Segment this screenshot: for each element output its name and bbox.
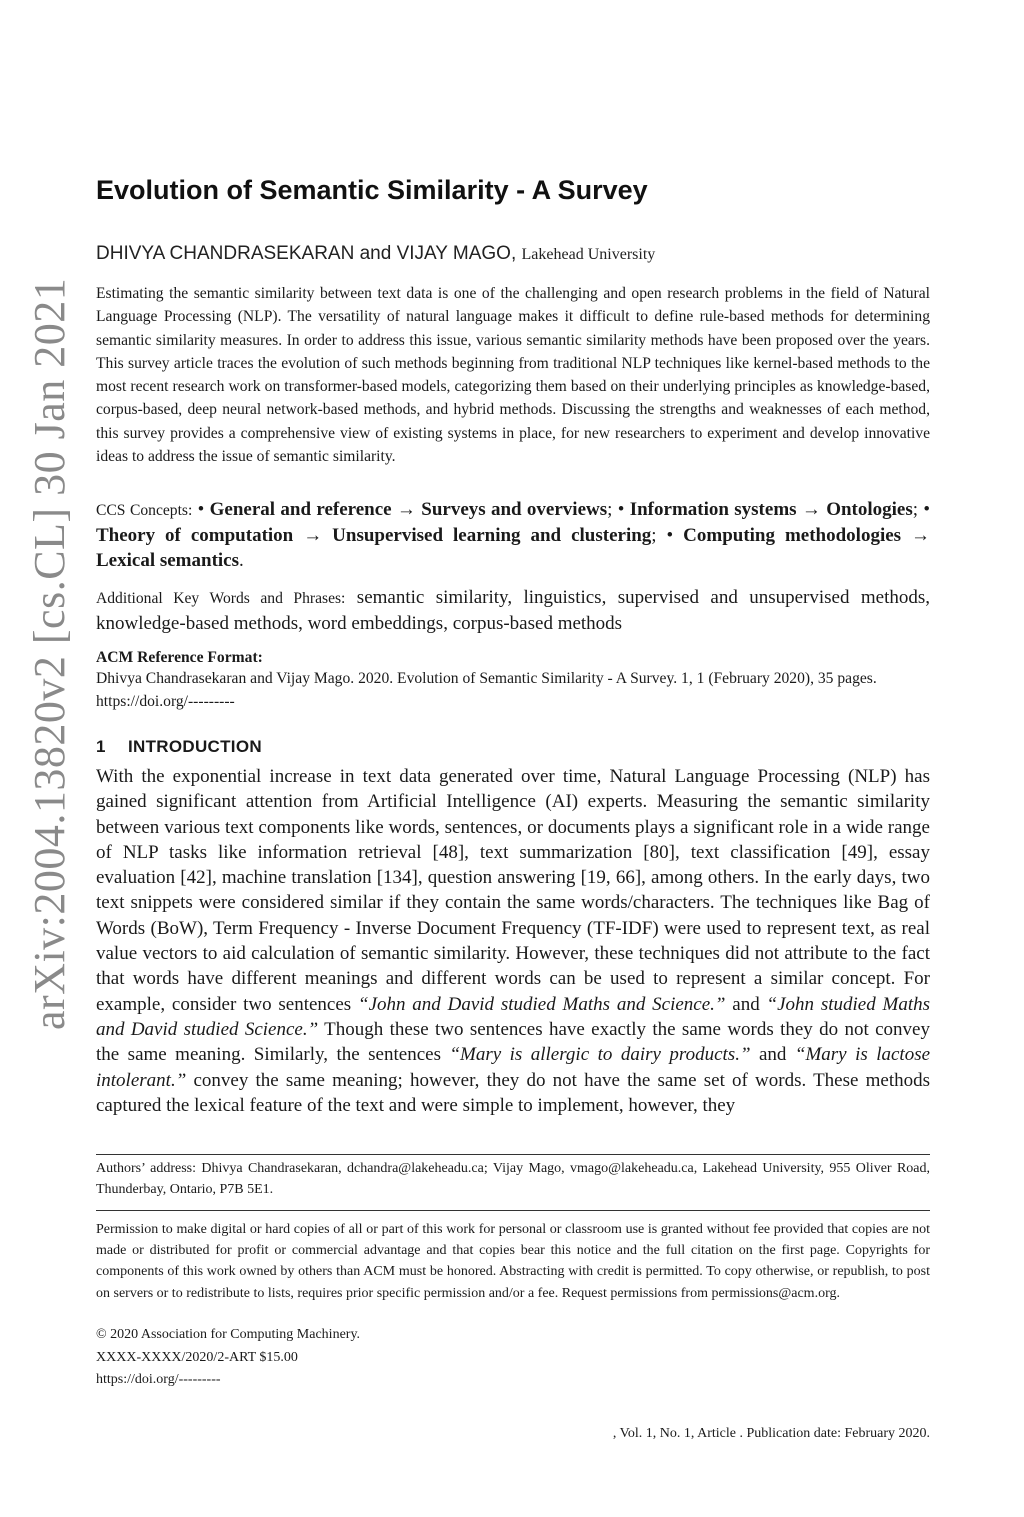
intro-paragraph	[96, 764, 930, 1118]
example-sentence-1: “John and David studied Maths and Science.”	[358, 993, 726, 1015]
example-sentence-4: “Mary is lactose intolerant.”	[96, 1044, 931, 1091]
ccs-general-4: Computing methodologies	[683, 525, 902, 546]
intro-and-1: and	[732, 993, 760, 1015]
author-affiliation: Lakehead University	[521, 246, 656, 263]
acm-reference-text: Dhivya Chandrasekaran and Vijay Mago. 2020. Evolution of Semantic Similarity - A Survey. 1, 1 (February 2020), 35 pages. https://doi.org/---------	[96, 670, 877, 710]
ccs-general-1: General and reference	[209, 499, 392, 520]
ccs-specific-3: Unsupervised learning and clustering	[332, 525, 652, 546]
intro-text-2: Though these two sentences have exactly the same words they do not convey the same meaning. Similarly, the sentences	[96, 1018, 930, 1066]
ccs-label: CCS Concepts:	[96, 502, 193, 519]
ccs-general-2: Information systems	[629, 499, 797, 520]
doi-link[interactable]: https://doi.org/---------	[96, 1372, 221, 1387]
keywords-text: semantic similarity, linguistics, supervised and unsupervised methods, knowledge-based methods, word embeddings, corpus-based methods	[96, 587, 931, 634]
permission-notice: Permission to make digital or hard copies of all or part of this work for personal or classroom use is granted without fee provided that copies are not made or distributed for profit or commercial advantage and that copies bear this notice and the full citation on the first page. Copyrights for components of this work owned by others than ACM must be honored. Abstracting with credit is permitted. To copy otherwise, or republish, to post on servers or to redistribute to lists, requires prior specific permission and/or a fee. Request permissions from permissions@acm.org.	[96, 1222, 930, 1301]
ccs-specific-1: Surveys and overviews	[421, 499, 608, 520]
ccs-specific-4: Lexical semantics	[96, 550, 240, 571]
example-sentence-3: “Mary is allergic to dairy products.”	[449, 1044, 751, 1066]
authors-address: Authors’ address: Dhivya Chandrasekaran, dchandra@lakeheadu.ca; Vijay Mago, vmago@lakeheadu.ca, Lakehead University, 955 Oliver Road, Thunderbay, Ontario, P7B 5E1.	[96, 1161, 930, 1197]
keywords-label: Additional Key Words and Phrases:	[96, 590, 346, 607]
arxiv-stamp: arXiv:2004.13820v2 [cs.CL] 30 Jan 2021	[25, 277, 74, 1030]
section-heading	[96, 735, 930, 759]
author-line	[96, 240, 930, 269]
intro-text-1: With the exponential increase in text data generated over time, Natural Language Processing (NLP) has gained significant attention from Artificial Intelligence (AI) experts. Measuring the semantic similarity between various text components like words, sentences, or documents plays a significant role in a wide range of NLP tasks like information retrieval [48], text summarization [80], text classification [49], essay evaluation [42], machine translation [134], question answering [19, 66], among others. In the early days, two text snippets were considered similar if they contain the same words/characters. The techniques like Bag of Words (BoW), Term Frequency - Inverse Document Frequency (TF-IDF) were used to represent text, as real value vectors to aid calculation of semantic similarity. However, these techniques did not attribute to the fact that words have different meanings and different words can be used to represent a similar concept. For example, consider two sentences	[96, 766, 930, 1015]
issn-line: XXXX-XXXX/2020/2-ART $15.00	[96, 1350, 298, 1365]
permission-rule	[96, 1210, 930, 1211]
copyright-line: © 2020 Association for Computing Machinery.	[96, 1327, 361, 1342]
ccs-concepts: CCS Concepts: • General and reference → Surveys and overviews; • Information systems → Ontologies; • Theory of computation → Unsupervised learning and clustering; • Computing methodologies → Lexical semantics.	[96, 499, 931, 571]
example-sentence-2: “John studied Maths and David studied Science.”	[96, 993, 931, 1040]
ccs-specific-2: Ontologies	[826, 499, 913, 520]
footnote-rule	[96, 1154, 930, 1155]
intro-and-2: and	[758, 1044, 787, 1066]
abstract: Estimating the semantic similarity between text data is one of the challenging and open research problems in the field of Natural Language Processing (NLP). The versatility of natural language makes it difficult to define rule-based methods for determining semantic similarity measures. In order to address this issue, various semantic similarity methods have been proposed over the years. This survey article traces the evolution of such methods beginning from traditional NLP techniques like kernel-based methods to the most recent research work on transformer-based models, categorizing them based on their underlying principles as knowledge-based, corpus-based, deep neural network-based methods, and hybrid methods. Discussing the strengths and weaknesses of each method, this survey provides a comprehensive view of existing systems in place, for new researchers to experiment and develop innovative ideas to address the issue of semantic similarity.	[96, 285, 930, 466]
publication-footer: , Vol. 1, No. 1, Article . Publication date: February 2020.	[612, 1426, 930, 1441]
intro-text-3: convey the same meaning; however, they do not have the same set of words. These methods captured the lexical feature of the text and were simple to implement, however, they	[96, 1069, 930, 1116]
section-title: INTRODUCTION	[128, 737, 262, 756]
section-number: 1	[96, 737, 106, 756]
paper-title: Evolution of Semantic Similarity - A Survey	[96, 175, 648, 205]
author-names: DHIVYA CHANDRASEKARAN and VIJAY MAGO,	[96, 243, 517, 264]
acm-reference-heading: ACM Reference Format:	[96, 649, 263, 666]
ccs-general-3: Theory of computation	[96, 525, 294, 546]
keywords	[96, 585, 930, 636]
